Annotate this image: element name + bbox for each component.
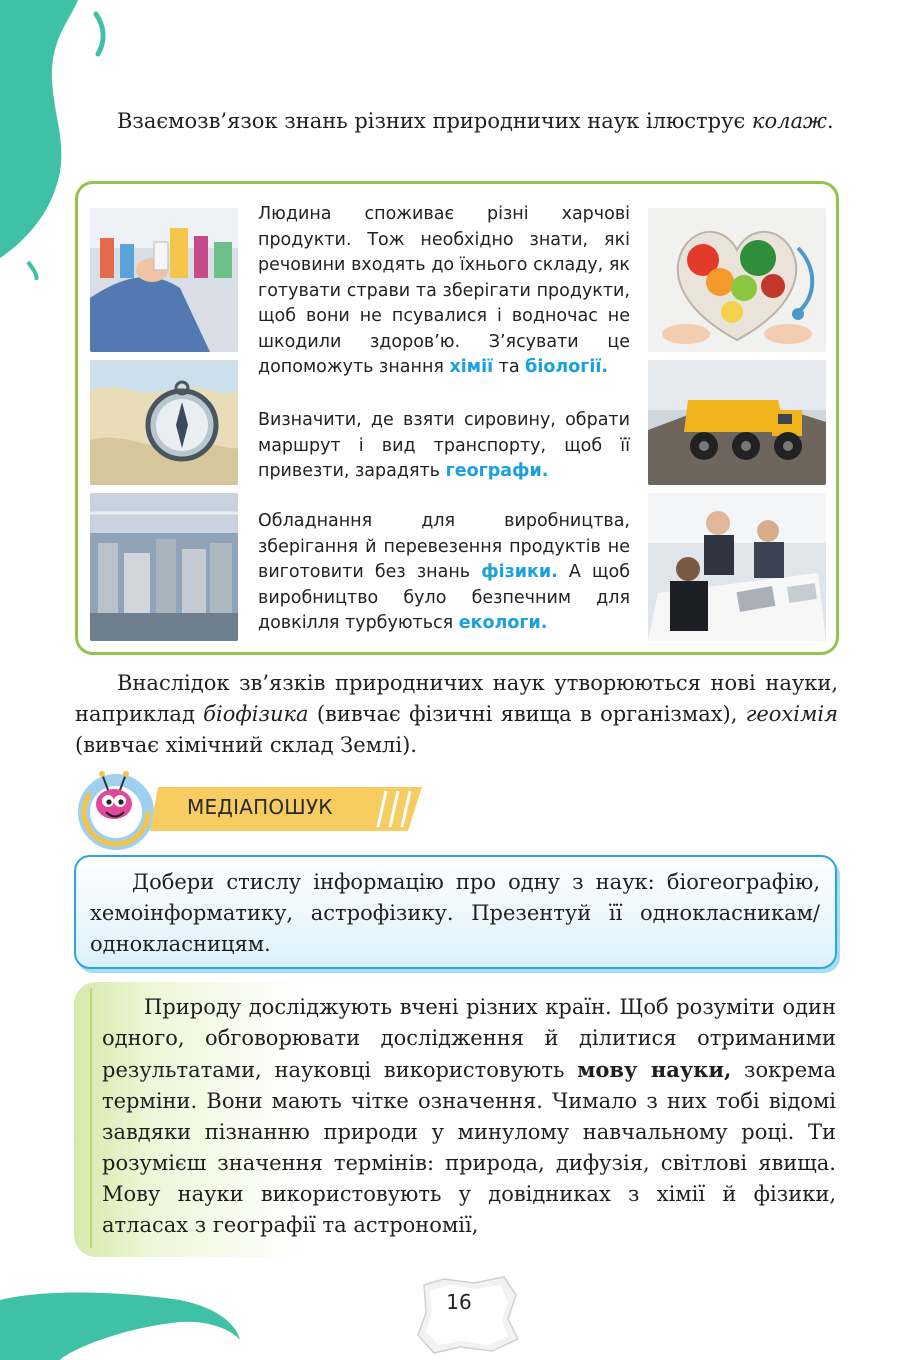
biology-term: біології.: [525, 357, 609, 377]
science-language-paragraph: [102, 992, 836, 1241]
physics-term: фізики.: [481, 562, 558, 582]
geography-text: Визначити, де взяти сировину, обрати маршрут і вид транспорту, щоб її привезти, зарадять: [258, 410, 630, 481]
new-sciences-paragraph: [75, 668, 838, 761]
science-language-box: [74, 982, 838, 1257]
physics-paragraph: [258, 509, 630, 637]
compass-map-photo: [90, 360, 238, 485]
page-number-badge: [404, 1275, 524, 1355]
food-and: та: [493, 357, 526, 377]
teal-bottom-decoration: [0, 1280, 260, 1360]
media-search-icon: [78, 768, 158, 850]
mining-truck-photo: [648, 360, 826, 485]
business-meeting-photo: [648, 493, 826, 641]
intro-end: .: [826, 109, 834, 133]
geochemistry-desc: (вивчає хімічний склад Землі).: [75, 733, 417, 757]
media-task-text: Добери стислу інформацію про одну з наук: біогеографію, хемоінформатику, астрофізику. Презентуй її однокласникам/однокласницям.: [90, 870, 820, 956]
supermarket-photo: [90, 208, 238, 352]
media-search-label: МЕДІАПОШУК: [187, 795, 333, 819]
intro-text: Взаємозв’язок знань різних природничих наук ілюструє: [117, 109, 752, 133]
healthy-food-heart-photo: [648, 208, 826, 352]
new-sciences-text: Внаслідок зв’язків природничих наук утворюються нові науки, наприклад: [75, 671, 838, 726]
factory-photo: [90, 493, 238, 641]
geography-term: географи.: [445, 461, 549, 481]
science-language-bar: [90, 988, 92, 1248]
ecology-term: екологи.: [458, 613, 548, 633]
biophysics-term: біофізика: [203, 702, 309, 726]
food-paragraph: [258, 202, 630, 381]
intro-emphasis: колаж: [751, 109, 827, 133]
science-language-term: мову науки,: [577, 1057, 732, 1082]
physics-text: Обладнання для виробництва, зберігання й перевезення продуктів не виготовити без знань: [258, 511, 630, 582]
chemistry-term: хімії: [449, 357, 494, 377]
science-language-text: Природу досліджують вчені різних країн. Щоб розуміти один одного, обговорювати дослідження й ділитися отриманими результатами, науковці використовують: [102, 995, 836, 1082]
food-text: Людина споживає різні харчові продукти. Тож необхідно знати, які речовини входять до їхнього складу, як готувати страви та зберігати продукти, щоб вони не псувалися і водночас не шкодили здоров’ю. З’ясувати це допоможуть знання: [258, 204, 630, 377]
media-task-box: [74, 855, 837, 969]
biophysics-desc: (вивчає фізичні явища в організмах),: [308, 702, 746, 726]
page-number: 16: [446, 1290, 472, 1314]
science-language-rest: зокрема терміни. Вони мають чітке означення. Чимало з них тобі відомі завдяки пізнанню природи у минулому навчальному році. Ти розумієш значення термінів: природа, дифузія, світлові явища. Мову науки використовують у довідниках з хімії й фізики, атласах з географії та астрономії,: [102, 1058, 836, 1237]
intro-paragraph: [75, 106, 838, 137]
geography-paragraph: [258, 408, 630, 485]
geochemistry-term: геохімія: [745, 702, 838, 726]
ecology-text: А щоб виробництво було безпечним для довкілля турбуються: [258, 562, 630, 633]
collage-box: [75, 181, 839, 655]
